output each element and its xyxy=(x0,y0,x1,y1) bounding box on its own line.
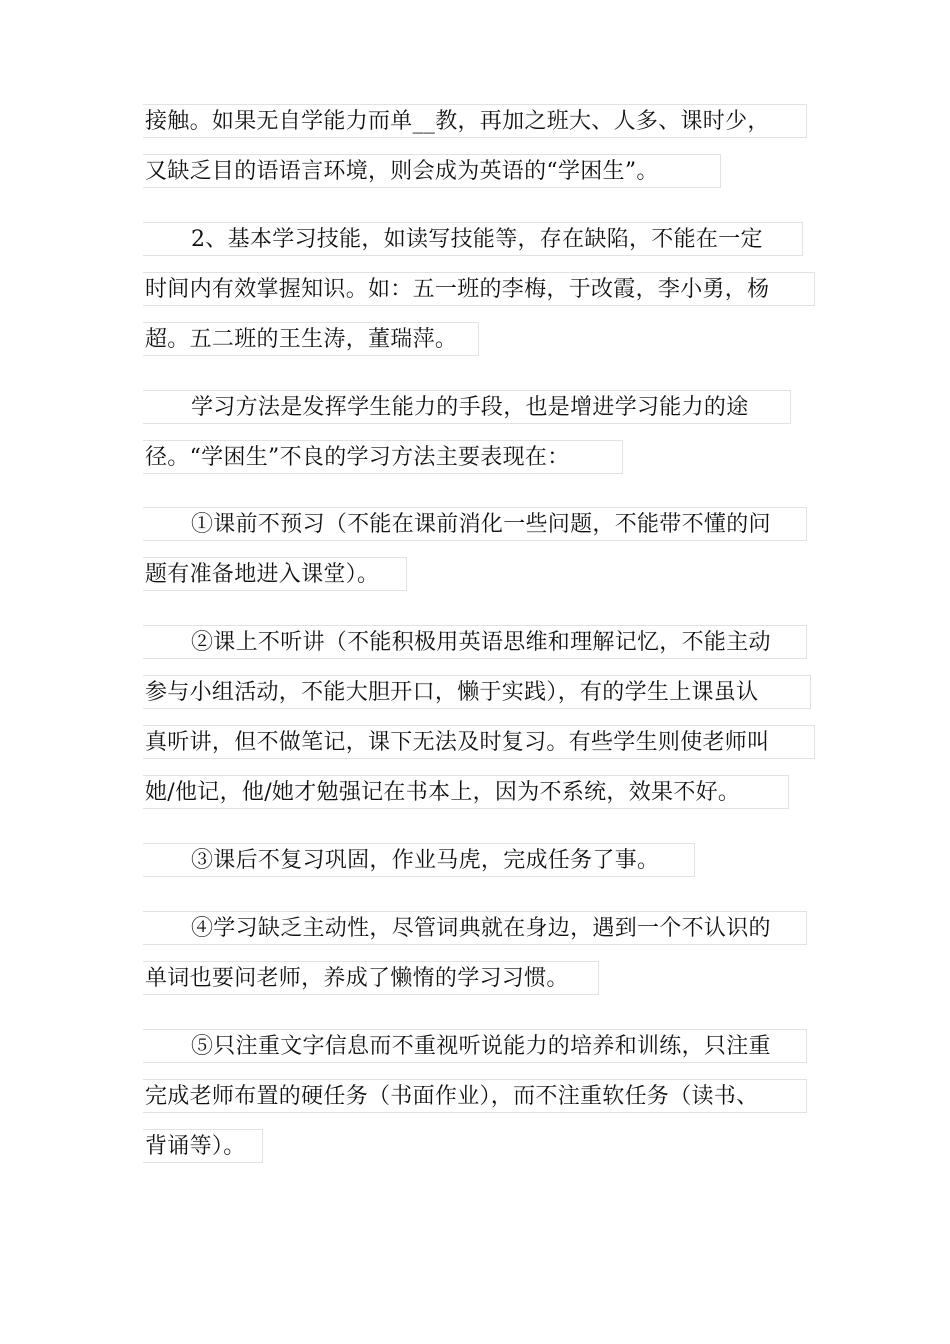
text-line: 接触。如果无自学能力而单__教，再加之班大、人多、课时少， xyxy=(143,104,807,138)
text-line: ③课后不复习巩固，作业马虎，完成任务了事。 xyxy=(143,843,695,877)
text-line: ①课前不预习（不能在课前消化一些问题，不能带不懂的问 xyxy=(143,507,807,541)
text-line: 超。五二班的王生涛，董瑞萍。 xyxy=(143,322,479,356)
text-line: 完成老师布置的硬任务（书面作业），而不注重软任务（读书、 xyxy=(143,1079,807,1113)
text-line: 单词也要问老师，养成了懒惰的学习习惯。 xyxy=(143,961,599,995)
text-line: 径。“学困生”不良的学习方法主要表现在： xyxy=(143,440,623,474)
text-line: 学习方法是发挥学生能力的手段，也是增进学习能力的途 xyxy=(143,390,791,424)
text-line: 真听讲，但不做笔记，课下无法及时复习。有些学生则使老师叫 xyxy=(143,725,815,759)
text-line: 背诵等）。 xyxy=(143,1129,263,1163)
text-line: 2、基本学习技能，如读写技能等，存在缺陷，不能在一定 xyxy=(143,222,803,256)
text-line: ②课上不听讲（不能积极用英语思维和理解记忆，不能主动 xyxy=(143,625,807,659)
text-line: 她/他记，他/她才勉强记在书本上，因为不系统，效果不好。 xyxy=(143,775,789,809)
text-line: 时间内有效掌握知识。如：五一班的李梅，于改霞，李小勇，杨 xyxy=(143,272,815,306)
text-line: ④学习缺乏主动性，尽管词典就在身边，遇到一个不认识的 xyxy=(143,911,807,945)
text-line: 又缺乏目的语语言环境，则会成为英语的“学困生”。 xyxy=(143,154,721,188)
text-line: 题有准备地进入课堂）。 xyxy=(143,557,407,591)
text-line: ⑤只注重文字信息而不重视听说能力的培养和训练，只注重 xyxy=(143,1029,807,1063)
text-line: 参与小组活动，不能大胆开口，懒于实践），有的学生上课虽认 xyxy=(143,675,811,709)
